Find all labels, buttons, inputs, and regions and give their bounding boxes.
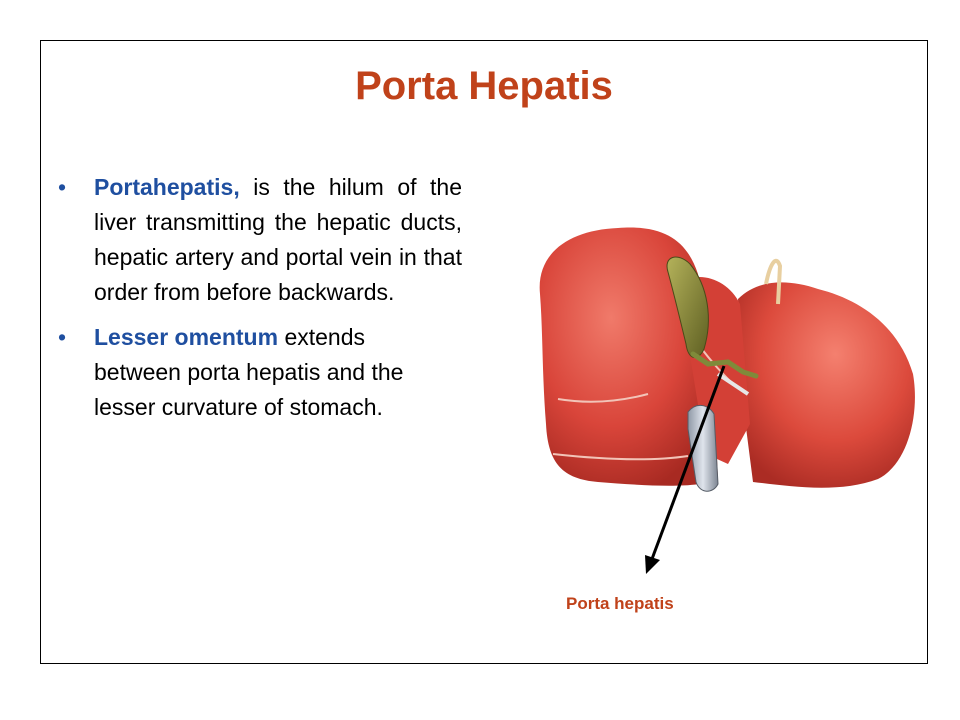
figure-label: Porta hepatis [566,594,674,613]
bullet-dot-icon: • [58,324,67,350]
bullet-item-porta-hepatis [58,170,462,310]
bullet-text: is the hilum of the liver transmitting the hepatic ducts, hepatic artery and portal vein in that order from before backwards. [94,174,462,305]
bullet-keyword: Lesser omentum [94,324,279,350]
bullet-dot-icon: • [58,174,67,200]
left-lobe-shape [738,282,915,487]
pointer-arrowhead-icon [645,555,660,574]
slide-title: Porta Hepatis [355,64,613,108]
liver-illustration-icon [528,224,918,574]
bullet-item-lesser-omentum [58,320,424,425]
bullet-text: extends between porta hepatis and the lesser curvature of stomach. [94,324,404,420]
bullet-keyword: Portahepatis, [94,174,240,200]
bullet-list [58,170,462,435]
